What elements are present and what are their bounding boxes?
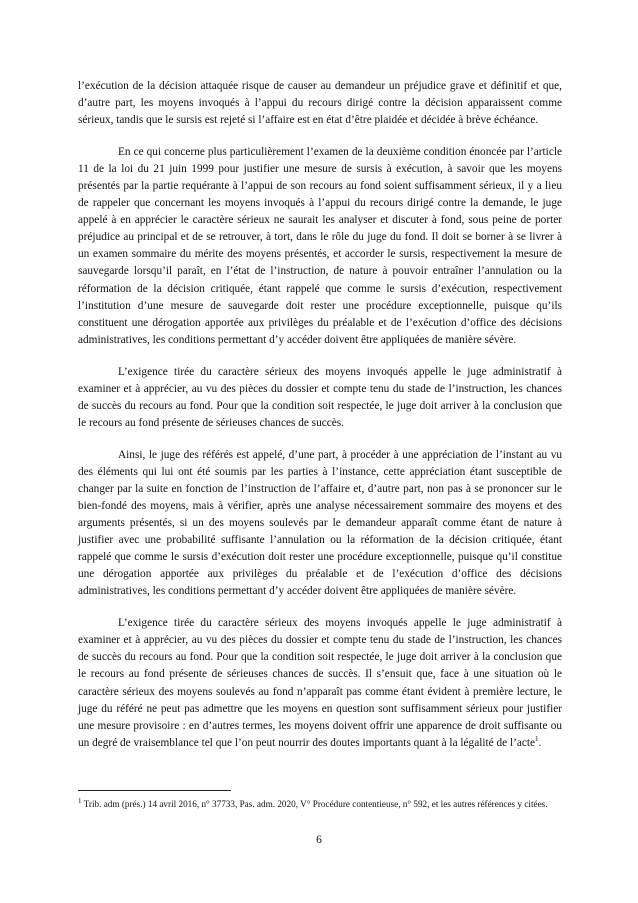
paragraph-1: l’exécution de la décision attaquée risque de causer au demandeur un préjudice grave et définitif et que, d’autre part, les moyens invoqués à l’appui du recours dirigé contre la décision apparaissent comme sérieux, tandis que le sursis est rejeté si l’affaire est en état d’être plaidée et décidée à brève échéance. xyxy=(78,80,562,127)
paragraph-4: Ainsi, le juge des référés est appelé, d’une part, à procéder à une appréciation de l’instant au vu des éléments qui lui ont été soumis par les parties à l’instance, cette appréciation étant susceptible de changer par la suite en fonction de l’instruction de l’affaire et, d’autre part, non pas à se prononcer sur le bien-fondé des moyens, mais à vérifier, après une analyse nécessairement sommaire des moyens et des arguments présentés, si un des moyens soulevés par le demandeur apparaît comme étant de nature à justifier avec une probabilité suffisante l’annulation ou la réformation de la décision critiquée, étant rappelé que comme le sursis d’exécution doit rester une procédure exceptionnelle, puisque qu’il constitue une dérogation apportée aux privilèges du préalable et de l’exécution d’office des décisions administratives, les conditions permettant d’y accéder doivent être appliquées de manière sévère. xyxy=(78,448,562,598)
footnote-reference[interactable]: 1 xyxy=(535,734,539,743)
paragraph-5-text: L’exigence tirée du caractère sérieux des moyens invoqués appelle le juge administratif à examiner et à apprécier, au vu des pièces du dossier et compte tenu du stade de l’instruction, les chances de succès du recours au fond. Pour que la condition soit respectée, le juge doit arriver à la conclusion que le recours au fond présente de sérieuses chances de succès. Il s’ensuit que, face à une situation où le caractère sérieux des moyens soulevés au fond n’apparaît pas comme étant évident à première lecture, le juge du référé ne peut pas admettre que les moyens en question sont suffisamment sérieux pour justifier une mesure provisoire : en d’autres termes, les moyens doivent offrir une apparence de droit suffisante ou un degré de vraisemblance tel que l’on peut nourrir des doutes importants quant à la légalité de l’acte xyxy=(78,617,562,749)
footnote-marker: 1 xyxy=(78,796,82,805)
page-number: 6 xyxy=(316,834,322,846)
footnote xyxy=(78,796,562,813)
paragraph-2: En ce qui concerne plus particulièrement l’examen de la deuxième condition énoncée par l’article 11 de la loi du 21 juin 1999 pour justifier une mesure de sursis à exécution, à savoir que les moyens présentés par la partie requérante à l’appui de son recours au fond soient suffisamment sérieux, il y a lieu de rappeler que concernant les moyens invoqués à l’appui du recours dirigé contre la demande, le juge appelé à en apprécier le caractère sérieux ne saurait les analyser et discuter à fond, sous peine de porter préjudice au principal et de se retrouver, à tort, dans le rôle du juge du fond. Il doit se borner à se livrer à un examen sommaire du mérite des moyens présentés, et accorder le sursis, respectivement la mesure de sauvegarde lorsqu’il paraît, en l’état de l’instruction, de nature à pouvoir entraîner l’annulation ou la réformation de la décision critiquée, étant rappelé que comme le sursis d’exécution, respectivement l’institution d’une mesure de sauvegarde doit rester une procédure exceptionnelle, puisque qu’ils constituent une dérogation apportée aux privilèges du préalable et de l’exécution d’office des décisions administratives, les conditions permettant d’y accéder doivent être appliquées de manière sévère. xyxy=(78,146,562,346)
paragraph-5: L’exigence tirée du caractère sérieux des moyens invoqués appelle le juge administratif à examiner et à apprécier, au vu des pièces du dossier et compte tenu du stade de l’instruction, les chances de succès du recours au fond. Pour que la condition soit respectée, le juge doit arriver à la conclusion que le recours au fond présente de sérieuses chances de succès. Il s’ensuit que, face à une situation où le caractère sérieux des moyens soulevés au fond n’apparaît pas comme étant évident à première lecture, le juge du référé ne peut pas admettre que les moyens en question sont suffisamment sérieux pour justifier une mesure provisoire : en d’autres termes, les moyens doivent offrir une apparence de droit suffisante ou un degré de vraisemblance tel que l’on peut nourrir des doutes importants quant à la légalité de l’acte$^1$. xyxy=(78,617,562,749)
paragraph-3: L’exigence tirée du caractère sérieux des moyens invoqués appelle le juge administratif à examiner et à apprécier, au vu des pièces du dossier et compte tenu du stade de l’instruction, les chances de succès du recours au fond. Pour que la condition soit respectée, le juge doit arriver à la conclusion que le recours au fond présente de sérieuses chances de succès. xyxy=(78,365,562,429)
document-body xyxy=(78,78,562,767)
footnote-separator xyxy=(78,790,231,791)
footnote-text: Trib. adm (prés.) 14 avril 2016, n° 37733, Pas. adm. 2020, V° Procédure contentieuse, n° 592, et les autres références y citées. xyxy=(81,799,548,809)
